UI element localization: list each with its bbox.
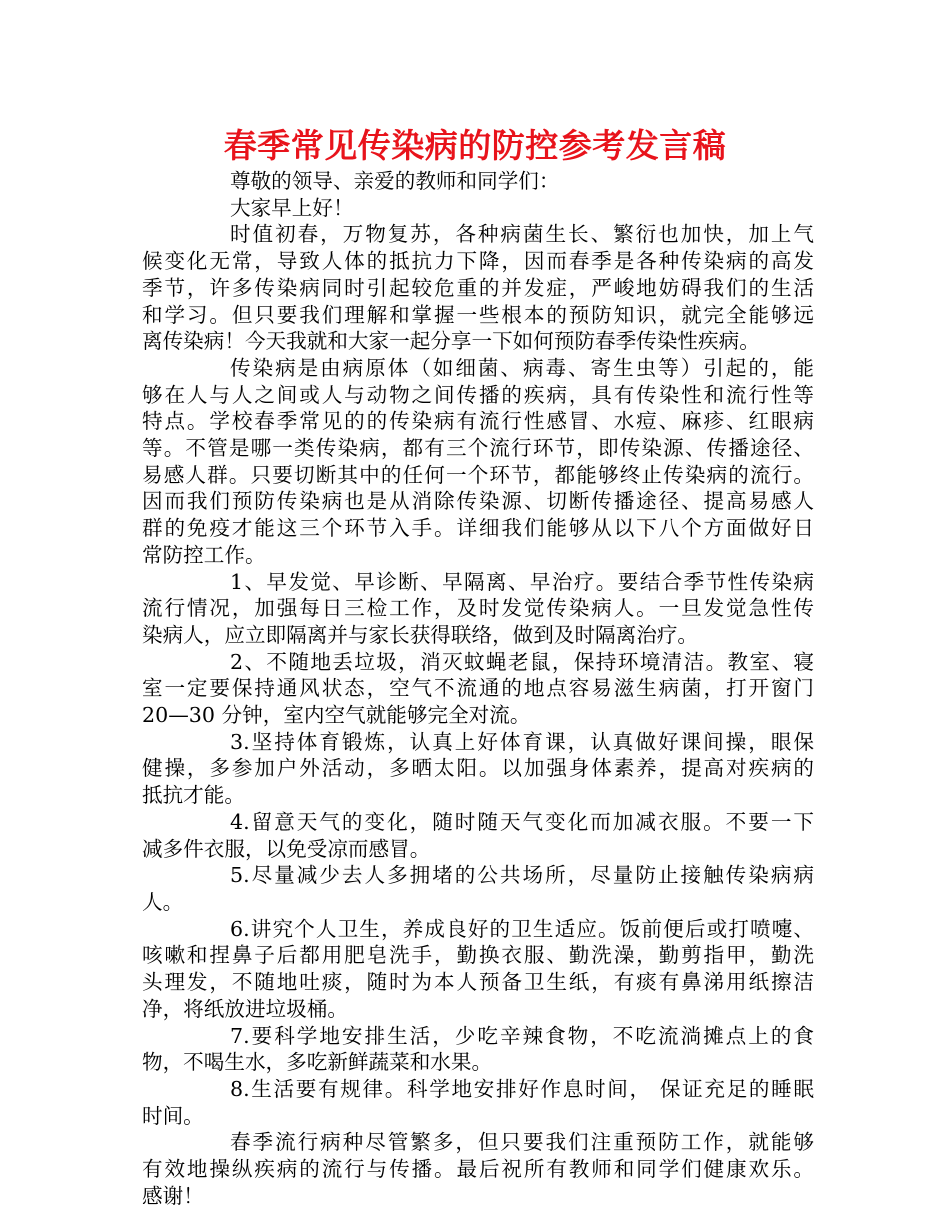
paragraph <box>142 221 814 355</box>
paragraph-line: 1、早发觉、早诊断、早隔离、早治疗。要结合季节性传染病 <box>230 569 814 594</box>
paragraph-line: 够在人与人之间或人与动物之间传播的疾病，具有传染性和流行性等 <box>142 382 814 407</box>
paragraph-line: 时值初春，万物复苏，各种病菌生长、繁衍也加快，加上气 <box>230 222 814 247</box>
paragraph-line: 人。 <box>142 889 184 914</box>
paragraph <box>142 862 814 915</box>
paragraph-line: 物，不喝生水，多吃新鲜蔬菜和水果。 <box>142 1050 493 1075</box>
paragraph-line: 8.生活要有规律。科学地安排好作息时间， 保证充足的睡眠 <box>230 1076 814 1101</box>
paragraph-line: 染病人，应立即隔离并与家长获得联络，做到及时隔离治疗。 <box>142 622 699 647</box>
paragraph-line: 室一定要保持通风状态，空气不流通的地点容易滋生病菌，打开窗门 <box>142 676 814 701</box>
paragraph-line: 健操，多参加户外活动，多晒太阳。以加强身体素养，提高对疾病的 <box>142 756 814 781</box>
paragraph-line: 头理发，不随地吐痰，随时为本人预备卫生纸，有痰有鼻涕用纸擦洁 <box>142 970 814 995</box>
paragraph-line: 4.留意天气的变化，随时随天气变化而加减衣服。不要一下 <box>230 809 814 834</box>
paragraph-line: 季节，许多传染病同时引起较危重的并发症，严峻地妨碍我们的生活 <box>142 275 814 300</box>
document-body <box>142 168 814 1209</box>
paragraph-line: 群的免疫才能这三个环节入手。详细我们能够从以下八个方面做好日 <box>142 516 814 541</box>
paragraph-line: 常防控工作。 <box>142 542 266 567</box>
paragraph-line: 离传染病！今天我就和大家一起分享一下如何预防春季传染性疾病。 <box>142 329 760 354</box>
paragraph-line: 减多件衣服，以免受凉而感冒。 <box>142 836 431 861</box>
paragraph-line: 抵抗才能。 <box>142 783 245 808</box>
paragraph-line: 流行情况，加强每日三检工作，及时发觉传染病人。一旦发觉急性传 <box>142 596 814 621</box>
paragraph-line: 20—30 分钟，室内空气就能够完全对流。 <box>142 703 531 728</box>
paragraph-line: 7.要科学地安排生活，少吃辛辣食物，不吃流淌摊点上的食 <box>230 1023 814 1048</box>
document-title: 春季常见传染病的防控参考发言稿 <box>223 126 727 165</box>
paragraph-line: 6.讲究个人卫生，养成良好的卫生适应。饭前便后或打喷嚏、 <box>230 916 814 941</box>
paragraph <box>142 1076 814 1129</box>
paragraph <box>142 195 814 222</box>
paragraph-line: 5.尽量减少去人多拥堵的公共场所，尽量防止接触传染病病 <box>230 863 814 888</box>
paragraph-line: 时间。 <box>142 1103 204 1128</box>
paragraph <box>142 809 814 862</box>
paragraph-line: 大家早上好！ <box>230 195 354 220</box>
paragraph-line: 感谢！ <box>142 1183 204 1208</box>
paragraph-line: 尊敬的领导、亲爱的教师和同学们： <box>230 169 560 193</box>
paragraph <box>142 916 814 1023</box>
paragraph <box>142 569 814 649</box>
paragraph <box>142 355 814 569</box>
paragraph-line: 特点。学校春季常见的的传染病有流行性感冒、水痘、麻疹、红眼病 <box>142 409 814 434</box>
paragraph-line: 净，将纸放进垃圾桶。 <box>142 996 348 1021</box>
paragraph-line: 传染病是由病原体（如细菌、病毒、寄生虫等）引起的，能 <box>230 355 814 380</box>
paragraph-line: 咳嗽和捏鼻子后都用肥皂洗手，勤换衣服、勤洗澡，勤剪指甲，勤洗 <box>142 943 814 968</box>
paragraph <box>142 729 814 809</box>
paragraph <box>142 1129 814 1209</box>
paragraph-line: 易感人群。只要切断其中的任何一个环节，都能够终止传染病的流行。 <box>142 462 814 487</box>
paragraph <box>142 168 814 195</box>
paragraph-line: 有效地操纵疾病的流行与传播。最后祝所有教师和同学们健康欢乐。 <box>142 1157 814 1182</box>
paragraph-line: 因而我们预防传染病也是从消除传染源、切断传播途径、提高易感人 <box>142 489 814 514</box>
paragraph-line: 春季流行病种尽管繁多，但只要我们注重预防工作，就能够 <box>230 1130 814 1155</box>
paragraph-line: 等。不管是哪一类传染病，都有三个流行环节，即传染源、传播途径、 <box>142 436 814 461</box>
paragraph <box>142 649 814 729</box>
paragraph-line: 2、不随地丢垃圾，消灭蚊蝇老鼠，保持环境清洁。教室、寝 <box>230 649 814 674</box>
paragraph-line: 和学习。但只要我们理解和掌握一些根本的预防知识，就完全能够远 <box>142 302 814 327</box>
paragraph-line: 3.坚持体育锻炼，认真上好体育课，认真做好课间操，眼保 <box>230 729 814 754</box>
paragraph-line: 候变化无常，导致人体的抵抗力下降，因而春季是各种传染病的高发 <box>142 249 814 274</box>
paragraph <box>142 1023 814 1076</box>
